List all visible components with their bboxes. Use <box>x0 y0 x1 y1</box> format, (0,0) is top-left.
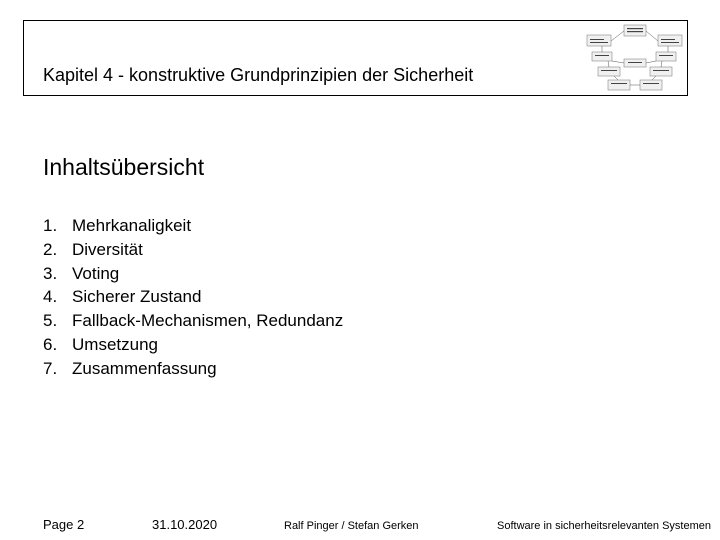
process-diagram-thumbnail-icon <box>584 23 686 93</box>
toc-item-1 <box>43 214 343 238</box>
toc-item-label: Voting <box>72 263 120 283</box>
header-box <box>23 20 688 96</box>
footer-authors: Ralf Pinger / Stefan Gerken <box>284 520 419 532</box>
toc-item-label: Umsetzung <box>72 334 158 354</box>
toc-item-number: 6. <box>43 334 58 354</box>
toc-item-number: 1. <box>43 216 58 235</box>
toc-item-label: Zusammenfassung <box>72 358 217 378</box>
toc-item-label: Diversität <box>72 239 143 259</box>
toc-item-7 <box>43 357 343 381</box>
toc-item-number: 4. <box>43 287 58 307</box>
toc-item-number: 7. <box>43 358 58 378</box>
footer-course-title: Software in sicherheitsrelevanten Systemen <box>497 520 711 532</box>
toc-item-3 <box>43 262 343 286</box>
footer-date: 31.10.2020 <box>152 517 218 532</box>
footer-page-number: Page 2 <box>43 517 85 532</box>
section-title: Inhaltsübersicht <box>43 154 205 180</box>
toc-item-number: 3. <box>43 263 58 283</box>
chapter-title: Kapitel 4 - konstruktive Grundprinzipien der Sicherheit <box>43 65 474 85</box>
toc-item-number: 2. <box>43 239 58 259</box>
toc-item-label: Mehrkanaligkeit <box>72 216 192 235</box>
toc-item-4 <box>43 285 343 309</box>
toc-item-label: Sicherer Zustand <box>72 287 202 307</box>
toc-item-6 <box>43 333 343 357</box>
toc-item-5 <box>43 309 343 333</box>
toc-item-number: 5. <box>43 311 58 331</box>
table-of-contents <box>43 214 343 381</box>
toc-item-2 <box>43 238 343 262</box>
toc-item-label: Fallback-Mechanismen, Redundanz <box>72 311 344 331</box>
